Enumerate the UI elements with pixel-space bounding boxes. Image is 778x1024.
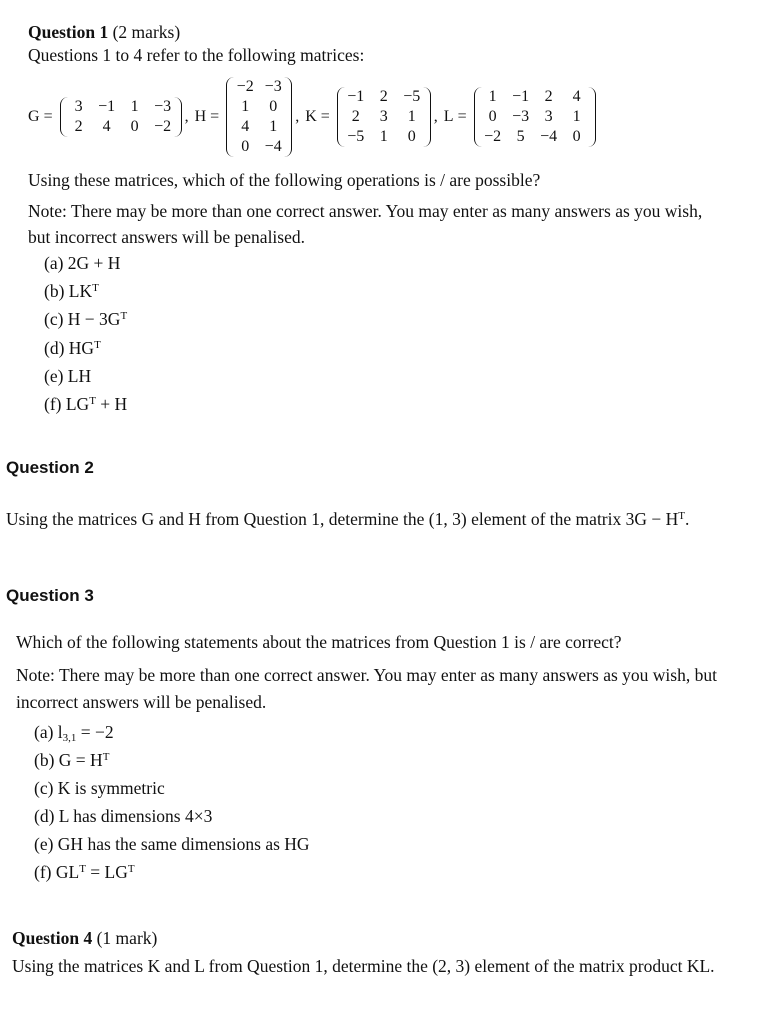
matrix-cell: −2 (484, 128, 502, 145)
matrix-cell: −5 (403, 88, 421, 105)
matrix-l-name: L (443, 108, 454, 125)
matrix-bracket-right (423, 87, 431, 147)
q1-intro: Questions 1 to 4 refer to the following matrices: (28, 45, 365, 65)
q4-marks: (1 mark) (96, 928, 158, 948)
q1-option-e[interactable]: (e) LH (44, 366, 92, 386)
matrix-cell: 0 (130, 118, 139, 135)
matrix-cell: 2 (74, 118, 83, 135)
matrix-cell: 0 (269, 98, 278, 115)
matrix-cell: 2 (351, 108, 360, 125)
matrix-bracket-right (284, 77, 292, 157)
q3-note: Note: There may be more than one correct answer. You may enter as many answers as you wish, but incorrect answers will be penalised. (16, 665, 717, 712)
q1-note: Note: There may be more than one correct answer. You may enter as many answers as you wish, but incorrect answers will be penalised. (28, 201, 703, 247)
matrix-cell: −4 (540, 128, 558, 145)
matrix-bracket-right (588, 87, 596, 147)
matrix-cell: 4 (102, 118, 111, 135)
matrix-cell: 1 (130, 98, 139, 115)
q3-option-c[interactable]: (c) K is symmetric (34, 778, 165, 798)
matrix-cell: −5 (347, 128, 365, 145)
matrix-cell: 1 (488, 88, 497, 105)
matrix-cell: 2 (379, 88, 388, 105)
matrix-k-name: K (305, 108, 317, 125)
matrix-bracket-left (226, 77, 234, 157)
q2-text: Using the matrices G and H from Question 1, determine the (1, 3) element of the matrix $3G - H^T$. (6, 509, 690, 529)
q1-option-a[interactable]: (a) 2G + H (44, 253, 121, 273)
matrix-cell: 0 (572, 128, 581, 145)
matrix-bracket-left (60, 97, 68, 137)
q1-header (28, 22, 180, 43)
matrix-cell: −1 (347, 88, 365, 105)
matrix-cell: −3 (154, 98, 172, 115)
matrix-cell: 0 (488, 108, 497, 125)
q3-heading: Question 3 (6, 586, 94, 605)
q4-heading: Question 4 (12, 928, 93, 948)
q3-option-a[interactable]: (a) $l_{3,1} = -2$ (34, 722, 114, 744)
matrix-cell: 1 (379, 128, 388, 145)
matrix-cell: 4 (241, 118, 250, 135)
matrix-bracket-left (474, 87, 482, 147)
matrix-h-name: H (194, 108, 207, 125)
matrix-cell: 1 (572, 108, 581, 125)
matrix-k (337, 87, 431, 147)
matrix-cell: −2 (236, 78, 254, 95)
matrix-h (226, 77, 292, 157)
matrix-cell: −3 (264, 78, 282, 95)
matrix-cell: 0 (241, 138, 250, 155)
matrix-cell: 1 (269, 118, 278, 135)
q3-option-b[interactable]: (b) $G = H^T$ (34, 750, 110, 770)
matrix-cell: 4 (572, 88, 581, 105)
matrix-cell: 2 (544, 88, 553, 105)
q1-heading: Question 1 (28, 22, 109, 42)
q1-option-f[interactable]: (f) $LG^T + H$ (44, 394, 128, 414)
q1-question: Using these matrices, which of the following operations is / are possible? (28, 170, 541, 190)
matrix-cell: 1 (407, 108, 416, 125)
matrix-cell: 3 (544, 108, 553, 125)
q2-heading: Question 2 (6, 458, 94, 477)
matrix-cell: −2 (154, 118, 172, 135)
q4-text: Using the matrices K and L from Question 1, determine the (2, 3) element of the matrix product KL. (12, 956, 715, 976)
matrix-cell: 1 (241, 98, 250, 115)
q4-header (12, 928, 157, 949)
matrix-cell: 5 (516, 128, 525, 145)
matrix-cell: −4 (264, 138, 282, 155)
q1-marks: (2 marks) (112, 22, 181, 42)
q3-option-f[interactable]: (f) $GL^T = LG^T$ (34, 862, 135, 882)
matrix-bracket-right (174, 97, 182, 137)
matrix-bracket-left (337, 87, 345, 147)
matrix-definitions: G = 3 −1 1 −3 2 4 0 −2 , H = −2 −3 1 0 4 1 0 −4 , K = −1 2 −5 2 3 1 −5 1 0 , L = 1 −1 2 4 0 −3 3 1 −2 5 −4 0 (28, 74, 599, 160)
q1-option-c[interactable]: (c) $H - 3G^T$ (44, 309, 128, 329)
matrix-cell: 3 (379, 108, 388, 125)
matrix-g (60, 97, 182, 137)
matrix-g-name: G (28, 108, 40, 125)
q1-option-d[interactable]: (d) $HG^T$ (44, 338, 101, 358)
matrix-cell: 0 (407, 128, 416, 145)
q3-option-d[interactable]: (d) L has dimensions 4×3 (34, 806, 213, 826)
matrix-cell: −3 (512, 108, 530, 125)
matrix-cell: −1 (512, 88, 530, 105)
q1-option-b[interactable]: (b) $LK^T$ (44, 281, 99, 301)
q3-option-e[interactable]: (e) GH has the same dimensions as HG (34, 834, 310, 854)
matrix-l (474, 87, 596, 147)
q3-question: Which of the following statements about the matrices from Question 1 is / are correct? (16, 632, 622, 652)
matrix-cell: −1 (98, 98, 116, 115)
matrix-cell: 3 (74, 98, 83, 115)
